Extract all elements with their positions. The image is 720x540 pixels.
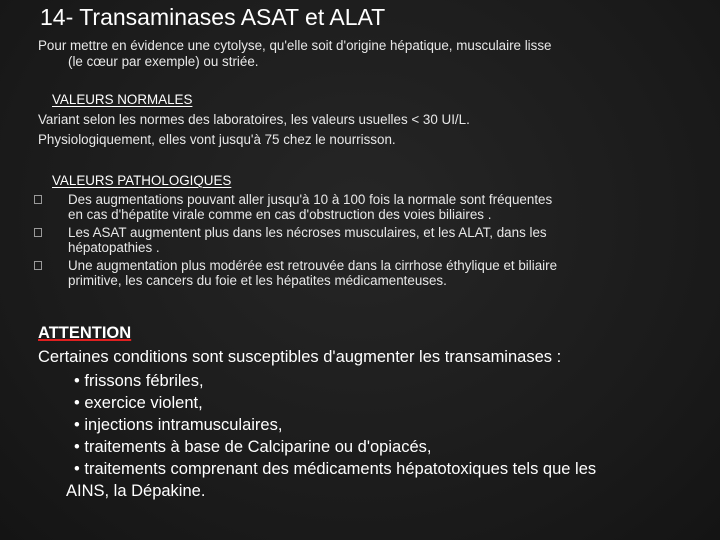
list-item [38,225,698,255]
list-item-line-1: Les ASAT augmentent plus dans les nécroses musculaires, et les ALAT, dans les [68,225,547,240]
bullet-box-icon [34,195,42,204]
slide-title: 14- Transaminases ASAT et ALAT [40,4,386,30]
normales-heading: VALEURS NORMALES [52,92,193,107]
intro-paragraph [38,38,698,70]
attention-list [38,370,698,502]
list-item: • injections intramusculaires, [74,416,283,434]
normales-line-2: Physiologiquement, elles vont jusqu'à 75 chez le nourrisson. [38,132,396,147]
list-item: • frissons fébriles, [74,372,204,390]
intro-line-2: (le cœur par exemple) ou striée. [68,54,259,69]
attention-intro: Certaines conditions sont susceptibles d'augmenter les transaminases : [38,348,562,366]
list-item-line-1: Des augmentations pouvant aller jusqu'à 10 à 100 fois la normale sont fréquentes [68,192,553,207]
list-item: • traitements à base de Calciparine ou d'opiacés, [74,438,432,456]
bullet-box-icon [34,261,42,270]
bullet-box-icon [34,228,42,237]
list-item: • exercice violent, [74,394,203,412]
list-item [38,458,698,502]
list-item-line-2: AINS, la Dépakine. [66,482,206,500]
list-item-line-2: primitive, les cancers du foie et les hépatites médicamenteuses. [68,273,447,288]
list-item-line-1: • traitements comprenant des médicaments hépatotoxiques tels que les [74,460,597,478]
list-item-line-2: hépatopathies . [68,240,160,255]
intro-line-1: Pour mettre en évidence une cytolyse, qu'elle soit d'origine hépatique, musculaire lisse [38,38,552,53]
list-item [38,192,698,222]
list-item-line-1: Une augmentation plus modérée est retrouvée dans la cirrhose éthylique et biliaire [68,258,558,273]
pathologiques-heading: VALEURS PATHOLOGIQUES [52,173,232,188]
list-item-line-2: en cas d'hépatite virale comme en cas d'obstruction des voies biliaires . [68,207,492,222]
normales-line-1: Variant selon les normes des laboratoires, les valeurs usuelles < 30 UI/L. [38,112,470,127]
list-item [38,258,698,288]
pathologiques-list [38,192,698,291]
attention-heading: ATTENTION [38,324,132,342]
